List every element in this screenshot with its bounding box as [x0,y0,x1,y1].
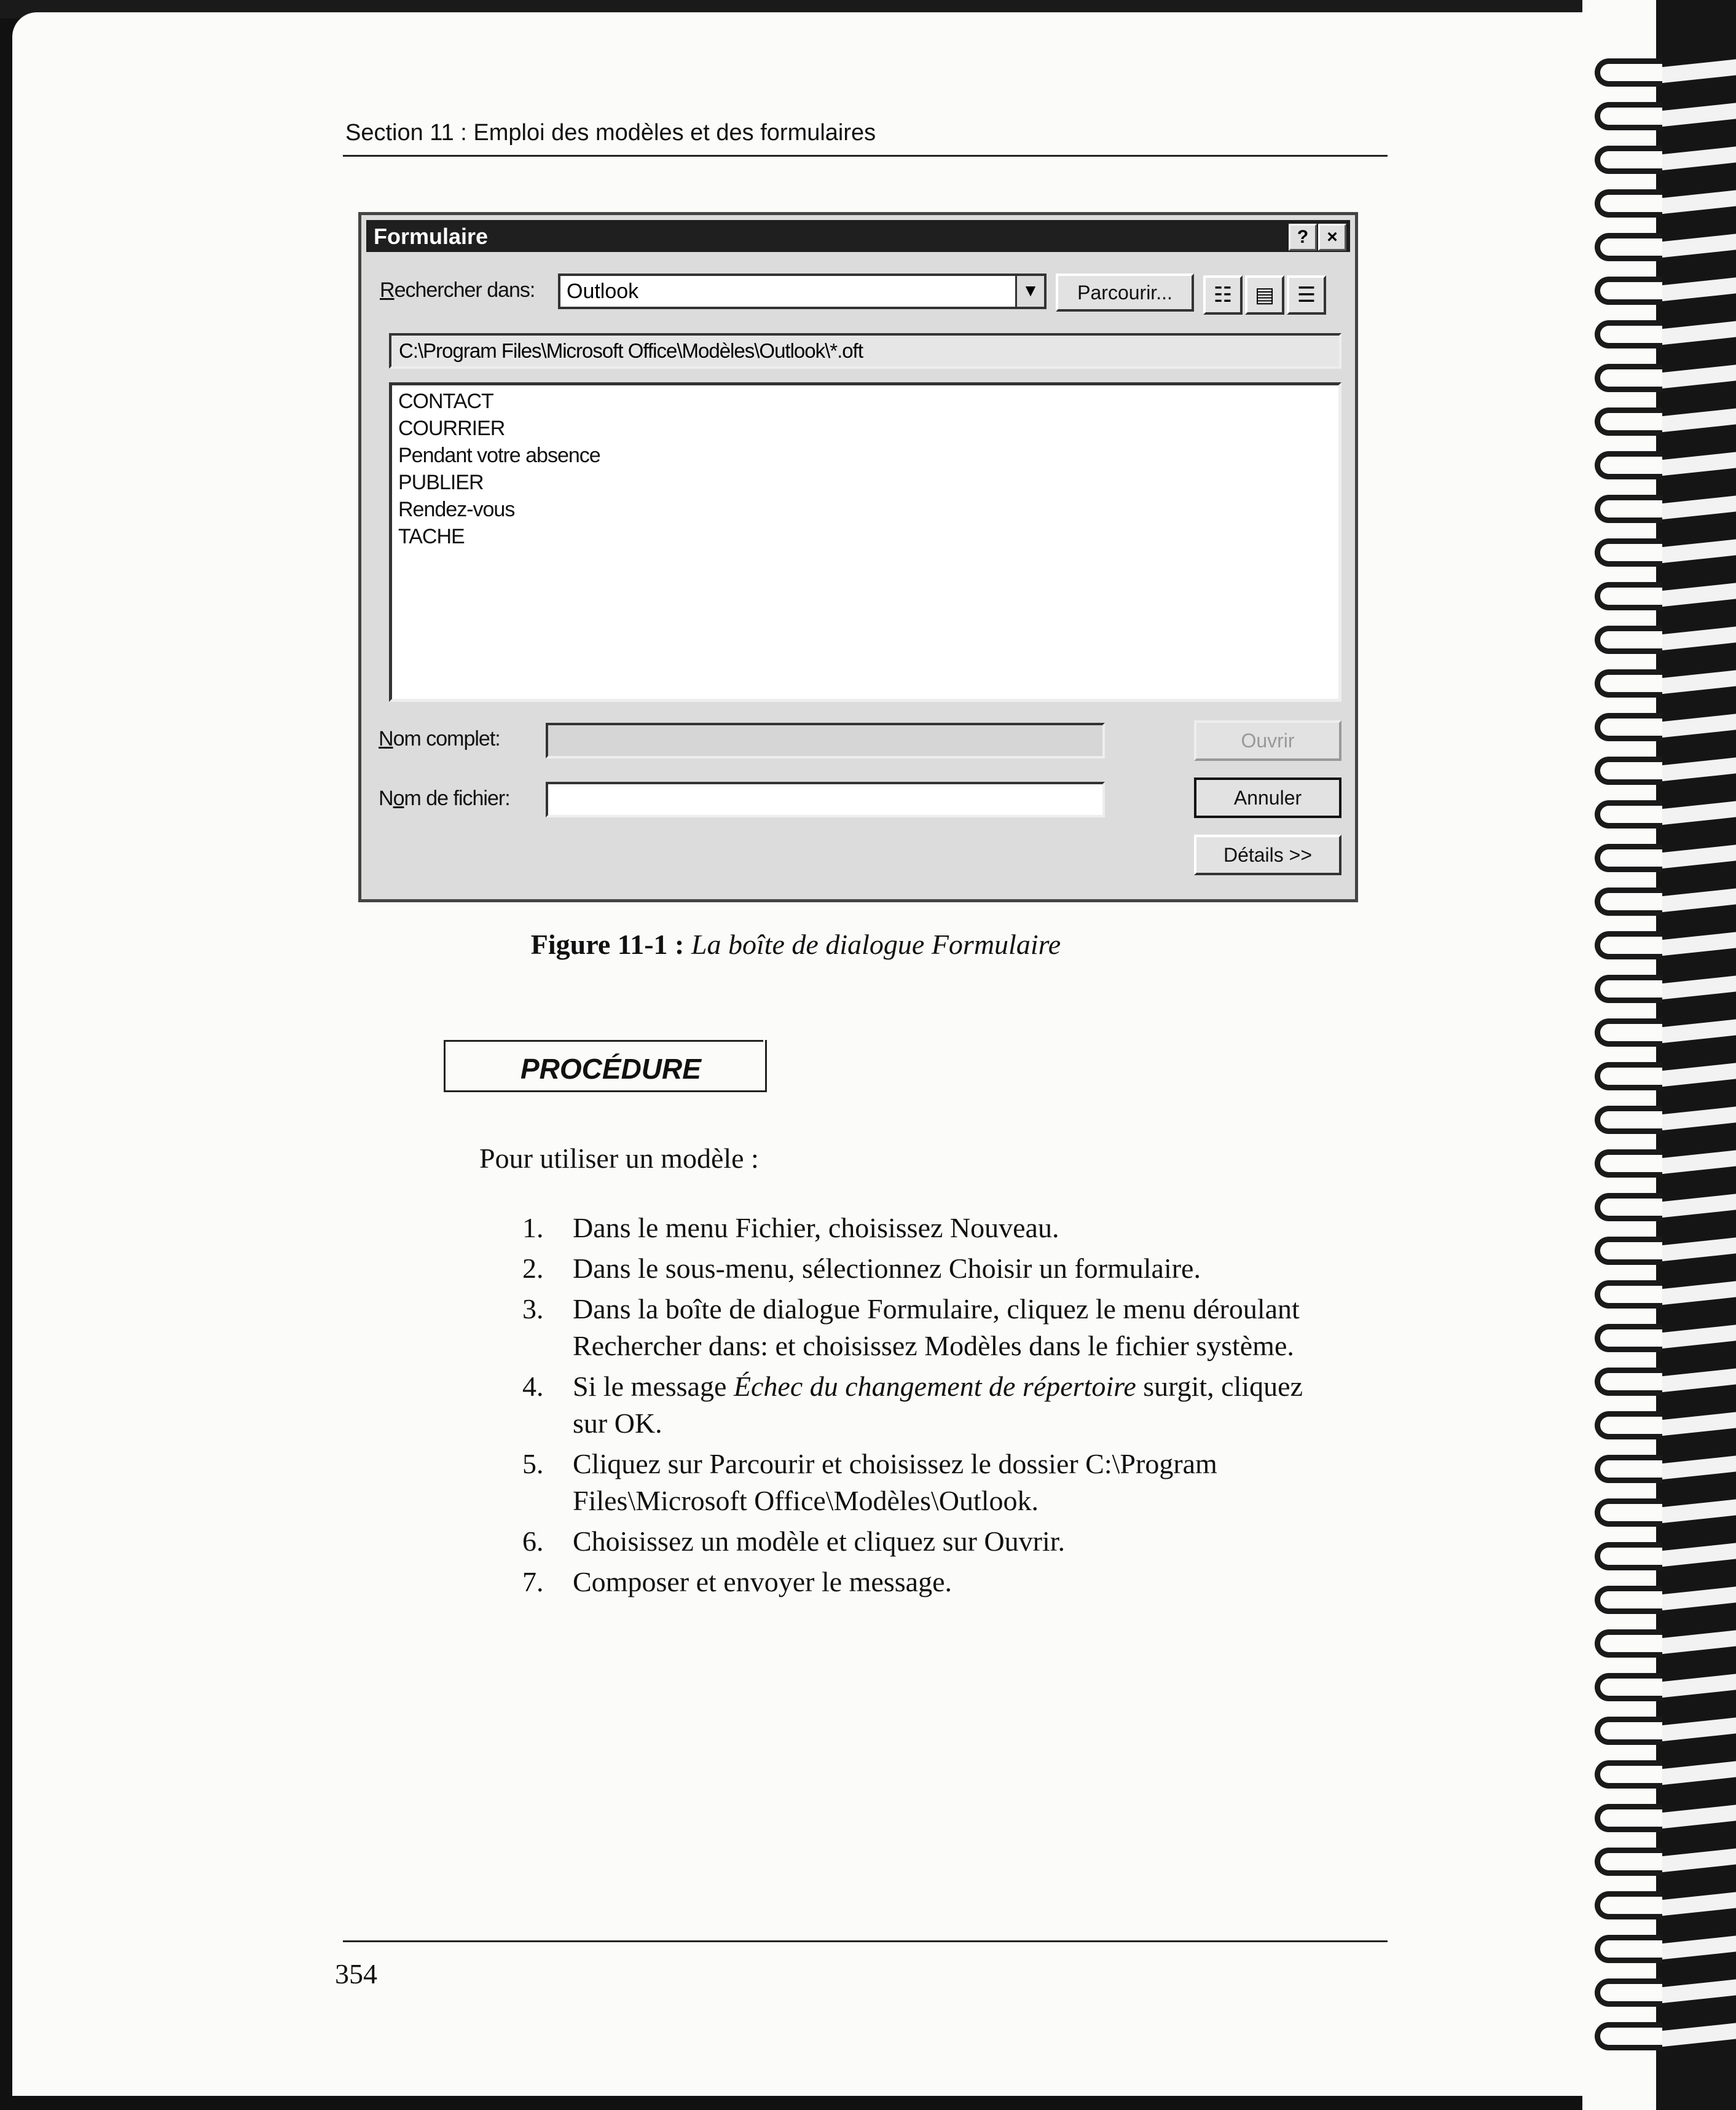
list-item[interactable]: CONTACT [398,390,493,413]
procedure-step [522,1250,1321,1287]
spiral-coil [1595,277,1662,305]
spiral-coil [1595,1106,1662,1134]
look-in-value: Outlook [567,280,639,303]
spiral-coil [1595,1237,1662,1265]
spiral-coil [1595,931,1662,959]
properties-view-icon[interactable]: ☰ [1287,275,1326,315]
spiral-coil [1595,1324,1662,1352]
step-text: Dans la boîte de dialogue Formulaire, cliquez le menu déroulant Rechercher dans: et choisissez Modèles dans le fichier système. [573,1293,1300,1361]
list-view-icon[interactable]: ☷ [1203,275,1243,315]
spiral-coil [1595,975,1662,1003]
spiral-binding [1582,0,1736,2110]
list-item[interactable]: COURRIER [398,417,505,440]
cancel-button[interactable]: Annuler [1194,777,1341,818]
spiral-coil [1595,189,1662,218]
spiral-coil [1595,1062,1662,1090]
dialog-titlebar [366,220,1350,252]
spiral-coil [1595,102,1662,130]
step-number: 1. [522,1212,544,1243]
list-item[interactable]: Pendant votre absence [398,444,600,467]
formulaire-dialog [358,212,1358,902]
close-button[interactable]: × [1318,224,1346,251]
spiral-coil [1595,800,1662,829]
spiral-coil [1595,233,1662,261]
spiral-coil [1595,1978,1662,2007]
header-rule [343,155,1388,157]
details-view-icon[interactable]: ▤ [1245,275,1284,315]
list-item[interactable]: PUBLIER [398,471,484,494]
spiral-coil [1595,1368,1662,1396]
spiral-coil [1595,1498,1662,1527]
spiral-coil [1595,1586,1662,1614]
procedure-title: PROCÉDURE [512,1052,710,1085]
procedure-step [522,1446,1321,1519]
dialog-title: Formulaire [374,224,489,249]
spiral-coil [1595,1411,1662,1439]
file-name-label: Nom de fichier: [379,787,510,810]
spiral-coil [1595,1891,1662,1919]
spiral-coil [1595,1280,1662,1309]
spiral-coil [1595,1760,1662,1789]
spiral-coil [1595,1542,1662,1570]
spiral-coil [1595,1149,1662,1178]
spiral-coil [1595,1717,1662,1745]
step-text-pre: Si le message [573,1371,734,1402]
browse-button[interactable]: Parcourir... [1056,274,1194,312]
spiral-coil [1595,1455,1662,1483]
form-list[interactable] [389,382,1341,702]
spiral-coil [1595,146,1662,174]
spiral-coil [1595,582,1662,610]
list-item[interactable]: TACHE [398,525,465,548]
list-item[interactable]: Rendez-vous [398,498,515,521]
help-button[interactable]: ? [1289,224,1317,251]
figure-caption: Figure 11-1 : La boîte de dialogue Formulaire [530,929,1061,960]
spiral-coil [1595,1673,1662,1701]
spiral-coil [1595,888,1662,916]
step-text: Composer et envoyer le message. [573,1566,952,1597]
step-text: Choisissez un modèle et cliquez sur Ouvrir. [573,1525,1066,1557]
procedure-step [522,1368,1321,1442]
procedure-step [522,1291,1321,1364]
path-text: C:\Program Files\Microsoft Office\Modèles\Outlook\*.oft [399,339,863,362]
details-button[interactable]: Détails >> [1194,835,1341,875]
procedure-step [522,1210,1321,1246]
spiral-coil [1595,495,1662,523]
spiral-coil [1595,1018,1662,1047]
step-text-post: surgit, cliquez sur OK. [573,1371,1303,1439]
step-text-em: Échec du changement de répertoire [733,1371,1136,1402]
spiral-coil [1595,538,1662,567]
procedure-frame [444,1040,767,1092]
spiral-coil [1595,364,1662,392]
step-text: Dans le sous-menu, sélectionnez Choisir un formulaire. [573,1253,1201,1284]
spiral-coil [1595,407,1662,436]
procedure-steps [522,1210,1321,1604]
spiral-coil [1595,1804,1662,1832]
step-number: 3. [522,1293,544,1325]
look-in-label: Rechercher dans: [380,278,535,302]
step-number: 7. [522,1566,544,1597]
spiral-coil [1595,713,1662,741]
spiral-coil [1595,1629,1662,1658]
procedure-step [522,1523,1321,1560]
spiral-coil [1595,451,1662,479]
step-number: 6. [522,1525,544,1557]
spiral-coil [1595,58,1662,87]
step-number: 2. [522,1253,544,1284]
spiral-coil [1595,1193,1662,1221]
spiral-coil [1595,1935,1662,1963]
look-in-combobox[interactable] [558,274,1047,309]
path-field [389,333,1341,369]
open-button[interactable]: Ouvrir [1194,720,1341,761]
spiral-coil [1595,2022,1662,2050]
spiral-coil [1595,669,1662,698]
file-name-input[interactable] [546,782,1105,817]
chevron-down-icon[interactable]: ▼ [1015,276,1044,307]
section-header: Section 11 : Emploi des modèles et des formulaires [345,120,876,146]
display-name-label: Nom complet: [379,727,500,750]
spiral-coil [1595,320,1662,348]
step-text: Cliquez sur Parcourir et choisissez le dossier C:\Program Files\Microsoft Office\Modèles\Outlook. [573,1448,1217,1516]
spiral-coil [1595,626,1662,654]
page-number: 354 [335,1958,377,1990]
step-number: 4. [522,1371,544,1402]
spiral-coil [1595,1848,1662,1876]
footer-rule [343,1940,1388,1942]
spiral-coil [1595,757,1662,785]
procedure-step [522,1564,1321,1600]
step-text: Dans le menu Fichier, choisissez Nouveau. [573,1212,1059,1243]
display-name-field[interactable] [546,723,1105,758]
step-number: 5. [522,1448,544,1479]
procedure-intro: Pour utiliser un modèle : [479,1143,759,1174]
spiral-coil [1595,844,1662,872]
